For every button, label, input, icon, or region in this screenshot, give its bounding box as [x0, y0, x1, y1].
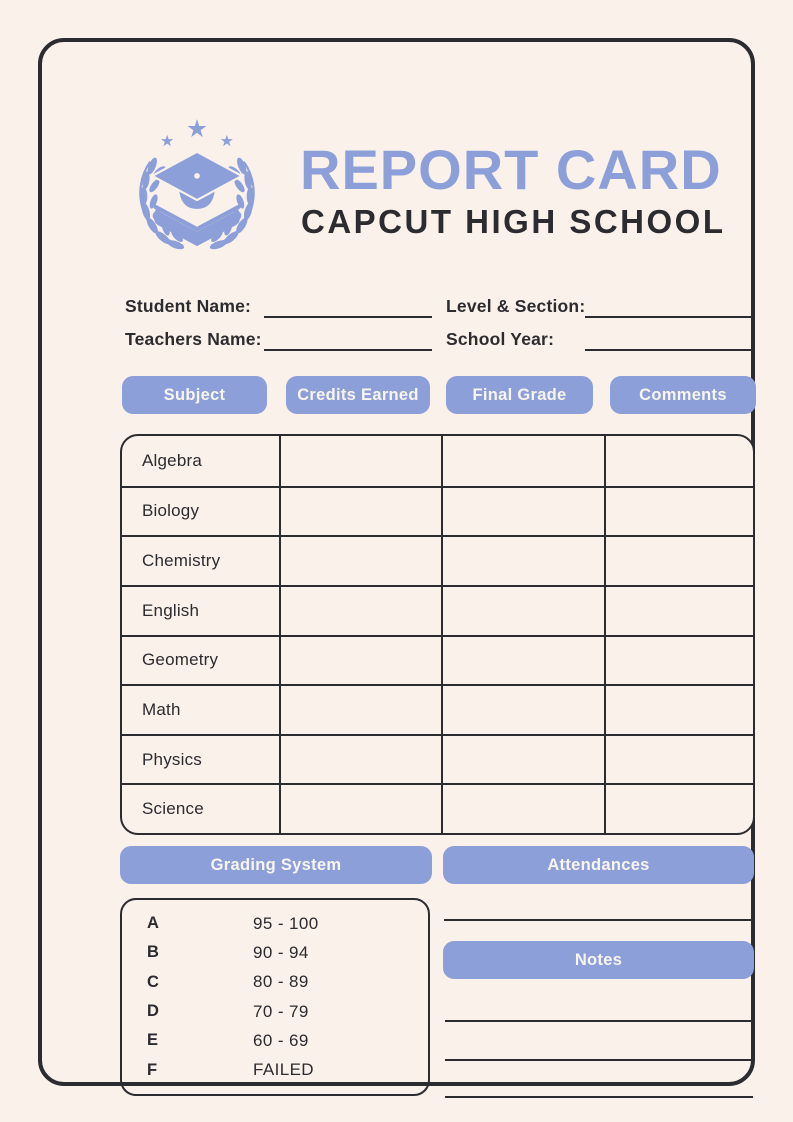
grade-range: 95 - 100	[253, 913, 319, 933]
final-grade-cell[interactable]	[441, 436, 604, 486]
level-section-field[interactable]	[585, 316, 754, 318]
final-grade-cell[interactable]	[441, 635, 604, 685]
grade-range: 60 - 69	[253, 1030, 309, 1050]
note-line[interactable]	[445, 1096, 753, 1098]
grade-scale-row	[122, 972, 428, 992]
final-grade-cell[interactable]	[441, 585, 604, 635]
final-grade-cell[interactable]	[441, 684, 604, 734]
teachers-name-label: Teachers Name:	[125, 329, 262, 349]
teachers-name-field[interactable]	[264, 349, 432, 351]
subject-cell: Science	[122, 783, 279, 833]
student-name-field[interactable]	[264, 316, 432, 318]
grade-scale-row	[122, 943, 428, 963]
final-grade-cell[interactable]	[441, 734, 604, 784]
graduation-cap	[152, 152, 241, 210]
grade-letter: B	[147, 943, 160, 962]
grade-scale-row	[122, 914, 428, 934]
column-header-final-grade: Final Grade	[446, 376, 593, 414]
note-line[interactable]	[445, 1020, 753, 1022]
grade-letter: E	[147, 1031, 159, 1050]
grade-scale-row	[122, 1060, 428, 1080]
credits-earned-cell[interactable]	[279, 585, 441, 635]
comments-cell[interactable]	[604, 783, 753, 833]
graduation-cap-logo-icon	[126, 112, 268, 254]
credits-earned-cell[interactable]	[279, 436, 441, 486]
grade-scale-row	[122, 1031, 428, 1051]
notes-header: Notes	[443, 941, 754, 979]
comments-cell[interactable]	[604, 734, 753, 784]
column-header-comments: Comments	[610, 376, 756, 414]
grade-range: 70 - 79	[253, 1001, 309, 1021]
note-line[interactable]	[445, 1059, 753, 1061]
credits-earned-cell[interactable]	[279, 783, 441, 833]
grade-letter: F	[147, 1060, 158, 1079]
grading-system-header: Grading System	[120, 846, 432, 884]
credits-earned-cell[interactable]	[279, 635, 441, 685]
final-grade-cell[interactable]	[441, 535, 604, 585]
grade-letter: C	[147, 972, 160, 991]
comments-cell[interactable]	[604, 635, 753, 685]
comments-cell[interactable]	[604, 535, 753, 585]
school-year-field[interactable]	[585, 349, 754, 351]
grade-letter: A	[147, 914, 160, 933]
subject-cell: Geometry	[122, 635, 279, 685]
subject-cell: Chemistry	[122, 535, 279, 585]
comments-cell[interactable]	[604, 585, 753, 635]
final-grade-cell[interactable]	[441, 783, 604, 833]
grade-scale-row	[122, 1002, 428, 1022]
comments-cell[interactable]	[604, 486, 753, 536]
student-name-label: Student Name:	[125, 296, 252, 316]
credits-earned-cell[interactable]	[279, 486, 441, 536]
level-section-label: Level & Section:	[446, 296, 586, 316]
credits-earned-cell[interactable]	[279, 684, 441, 734]
column-header-credits-earned: Credits Earned	[286, 376, 430, 414]
grade-range: 90 - 94	[253, 942, 309, 962]
page-title: REPORT CARD	[300, 138, 722, 201]
column-header-subject: Subject	[122, 376, 267, 414]
grade-range: FAILED	[253, 1060, 314, 1080]
attendances-header: Attendances	[443, 846, 754, 884]
credits-earned-cell[interactable]	[279, 734, 441, 784]
final-grade-cell[interactable]	[441, 486, 604, 536]
comments-cell[interactable]	[604, 684, 753, 734]
grades-table	[120, 434, 755, 835]
school-year-label: School Year:	[446, 329, 555, 349]
subject-cell: Math	[122, 684, 279, 734]
grading-system-box	[120, 898, 430, 1096]
school-name: CAPCUT HIGH SCHOOL	[301, 203, 726, 240]
credits-earned-cell[interactable]	[279, 535, 441, 585]
subject-cell: English	[122, 585, 279, 635]
report-card	[38, 38, 755, 1086]
grade-letter: D	[147, 1002, 160, 1021]
comments-cell[interactable]	[604, 436, 753, 486]
subject-cell: Biology	[122, 486, 279, 536]
subject-cell: Algebra	[142, 450, 202, 470]
grade-range: 80 - 89	[253, 972, 309, 992]
subject-cell: Physics	[122, 734, 279, 784]
attendances-line[interactable]	[444, 919, 753, 921]
